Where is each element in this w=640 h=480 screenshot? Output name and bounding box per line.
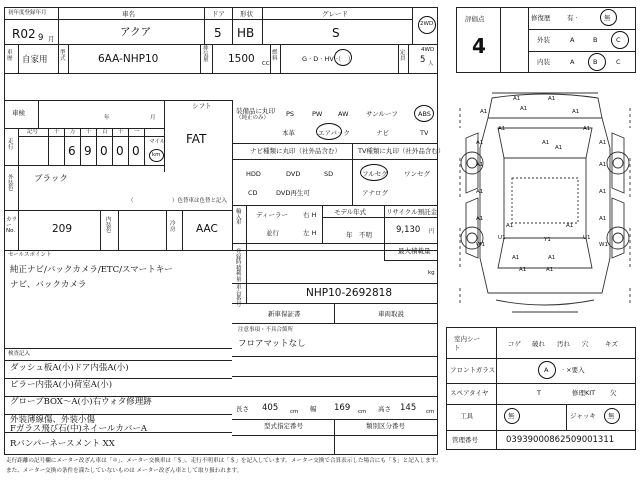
equip-sunroof: サンルーフ	[366, 110, 398, 118]
navi-title: ナビ種類に丸印（社外品含む）	[250, 147, 341, 155]
score-label: 評価点	[465, 15, 485, 23]
ac-label: 冷房	[170, 221, 176, 233]
import-dealer: ディーラー	[256, 211, 288, 219]
disp-label: 排気量	[203, 46, 209, 63]
tools-value: 無	[508, 412, 515, 420]
inspect-month: 月	[150, 115, 156, 121]
equip-sub: （純正のみ）	[236, 115, 270, 121]
drive-2wd: 2WD	[420, 21, 434, 27]
sales-line1: 純正ナビ/バックカメラ/ETC/スマートキー	[10, 265, 173, 275]
dmg-9: A1	[599, 140, 607, 146]
grade: S	[332, 26, 340, 40]
grade-label: グレード	[322, 10, 348, 18]
int-label: 内装	[537, 58, 550, 66]
import-label: 輸入車	[236, 209, 242, 226]
dmg-5: A1	[498, 126, 506, 132]
inspection-line-0: ダッシュ板A(小)ドア内張A(小)	[10, 363, 129, 373]
equip-ps: PS	[286, 110, 295, 118]
dmg-4: A1	[572, 109, 580, 115]
equip-tv: TV	[420, 129, 429, 137]
spare-label: スペアタイヤ	[450, 389, 489, 397]
mileage-digit-2: 0	[100, 144, 108, 158]
width-value: 169	[334, 403, 351, 413]
equip-aw: AW	[338, 110, 349, 118]
ext-label: 外装	[537, 36, 550, 44]
inspection-line-1: ピラー内張A(小)荷室A(小)	[10, 380, 113, 390]
repair-label: 修復歴	[531, 14, 551, 22]
equip-airbag: エアバック	[318, 129, 350, 137]
color-value: ブラック	[34, 174, 68, 184]
tv-title: TV種類に丸印（社外品含む）	[358, 147, 445, 155]
inspection-label: 検査記入	[8, 351, 31, 357]
dmg-3: A1	[520, 106, 528, 112]
car-name: アクア	[120, 26, 152, 38]
ext-a: A	[570, 36, 575, 44]
glass-value: A	[544, 366, 549, 374]
shift-value: FAT	[186, 132, 207, 146]
body-type: HB	[237, 26, 255, 40]
length-value: 405	[262, 403, 279, 413]
doc-warranty: 新車保証書	[268, 310, 301, 318]
spare-t: T	[537, 389, 541, 397]
mgmt-value: 03939000862509001311	[506, 435, 615, 445]
tv-analog: アナログ	[362, 189, 388, 197]
chassis-value: NHP10-2692818	[306, 287, 392, 299]
interior-seat-label: 室内シート	[454, 335, 480, 353]
disp-unit: CC	[262, 61, 270, 67]
doc-manual: 車両取説	[378, 310, 404, 318]
recycle-label: リサイクル預託金	[386, 208, 438, 216]
recycle-value: 9,130	[396, 225, 421, 235]
car-damage-diagram	[452, 88, 638, 318]
shift-label: シフト	[192, 102, 212, 110]
dmg-23: A1	[548, 255, 556, 261]
repair-none: 無	[604, 14, 611, 22]
dmg-22: A1	[512, 255, 520, 261]
sales-label: セールスポイント	[8, 252, 52, 258]
mileage-digit-1: 9	[84, 144, 92, 158]
mileage-digit-3: 0	[116, 144, 124, 158]
reg-year: R02	[12, 27, 36, 41]
dmg-13: A1	[476, 189, 484, 195]
use-label: 車歴	[7, 50, 13, 62]
seat-hole: 穴	[582, 340, 589, 348]
dmg-20: W1	[599, 242, 608, 248]
reg-month-unit: 月	[48, 35, 55, 43]
fuel-hv-circle	[334, 49, 352, 66]
jack-value: 無	[608, 412, 615, 420]
height-unit: cm	[426, 409, 435, 415]
mileage-unit-2: 万	[70, 129, 76, 135]
height-value: 145	[400, 403, 417, 413]
interior-color-label: 内装色	[106, 217, 112, 234]
mileage-unit-1: 十	[54, 129, 60, 135]
int-c: C	[616, 58, 621, 66]
length-label: 長さ	[236, 405, 249, 413]
spare-kit: 修理KIT	[572, 389, 596, 397]
dmg-16: A1	[599, 216, 607, 222]
inspect-year: 年	[104, 115, 110, 121]
dmg-11: A1	[476, 162, 484, 168]
footer-line1: 走行距離の記号欄にメーター改ざん車は「＊」、メーター交換車は「＄」、走行不明車は「＄」を記入しています。メーター交換で合算表示した場合にも「＄」と記入します。	[6, 458, 442, 464]
dmg-14: A1	[599, 189, 607, 195]
mgmt-label: 管理番号	[452, 436, 478, 444]
colorno-label: カラーNo.	[6, 217, 18, 234]
inspection-line-5: Rバンパーネースメント XX	[10, 439, 115, 449]
dmg-6: A1	[583, 126, 591, 132]
length-unit: cm	[290, 409, 299, 415]
seat-burn: コゲ	[508, 340, 521, 348]
fuel-label: 燃料	[272, 50, 278, 62]
import-handle-r: 右 H	[303, 211, 317, 219]
mileage-unit-0: 記号	[27, 129, 39, 135]
load-label: 登録時積載量	[236, 249, 242, 283]
seat-dirt: 汚れ	[557, 340, 570, 348]
door-label: ドア	[212, 10, 225, 18]
chassis-label: 車台番号	[236, 285, 242, 308]
notes-value: フロアマットなし	[238, 339, 306, 349]
ext-b: B	[593, 36, 598, 44]
cap-value: 5	[420, 55, 426, 65]
mileage-digit-0: 6	[68, 144, 76, 158]
body-label: 形状	[240, 10, 253, 18]
cap-label: 定員	[400, 50, 406, 62]
score-value: 4	[472, 34, 486, 58]
jack-label: ジャッキ	[570, 412, 596, 420]
mileage-digit-4: 0	[132, 144, 140, 158]
dmg-8: A1	[476, 140, 484, 146]
type-designation-label: 型式指定番号	[264, 422, 303, 430]
mileage-unit-6: 一	[134, 129, 140, 135]
load-max-label: 最大積載量	[398, 247, 431, 255]
dmg-15: A1	[476, 216, 484, 222]
ext-c: C	[616, 36, 621, 44]
width-label: 幅	[310, 405, 317, 413]
reg-month: 9	[38, 33, 44, 43]
dmg-25: A1	[546, 267, 554, 273]
dmg-0: A1	[513, 96, 521, 102]
navi-hdd: HDD	[246, 170, 261, 178]
tv-fullseg: フルセグ	[362, 170, 388, 178]
height-label: 高さ	[378, 405, 391, 413]
glass-label: フロントガラス	[450, 366, 496, 374]
model-label: 型式	[60, 50, 66, 62]
colorno-value: 209	[52, 223, 73, 235]
repair-value: 有 ·	[567, 14, 578, 22]
drive-4wd: 4WD	[421, 47, 435, 53]
navi-sd: SD	[324, 170, 334, 178]
class-designation-label: 類別区分番号	[366, 422, 405, 430]
equip-abs: ABS	[418, 110, 431, 118]
dmg-27: A1	[566, 223, 574, 229]
inspection-line-4: Fガラス飛び石(中)ネイールカバーA	[10, 424, 148, 434]
int-a: A	[570, 58, 575, 66]
dmg-10: A1	[555, 145, 563, 151]
tv-oneseg: ワンセグ	[404, 170, 430, 178]
model-year-label: モデル年式	[334, 208, 367, 216]
width-unit: cm	[358, 409, 367, 415]
mileage-unit-4: 百	[102, 129, 108, 135]
ac-value: AAC	[196, 223, 218, 235]
equip-navi: ナビ	[376, 129, 389, 137]
mileage-label: 走行	[8, 139, 14, 151]
dmg-12: A1	[599, 162, 607, 168]
dmg-2: A1	[480, 109, 488, 115]
equip-leather: 本革	[282, 129, 295, 137]
import-parallel: 並行	[266, 229, 279, 237]
tools-label: 工具	[460, 412, 473, 420]
recycle-unit: 円	[429, 229, 435, 235]
model-year: 年 不明	[346, 231, 372, 239]
spare-missing: 欠	[610, 389, 617, 397]
equip-pw: PW	[312, 110, 323, 118]
color-label: 外装色	[8, 175, 14, 192]
dmg-18: U1	[583, 235, 591, 241]
footer-line2: また、メーター交換の条件を満たしていないものは メーター改ざん車として取り扱われます。	[6, 468, 243, 474]
use-value: 自家用	[22, 55, 48, 65]
sales-line2: ナビ、バックカメラ	[10, 280, 87, 290]
dmg-19: W1	[476, 242, 485, 248]
equip-title: 装備品に丸印	[236, 107, 275, 115]
inspection-line-3: 外装薄線傷、外装小傷	[10, 415, 96, 425]
glass-note: · ×要入	[562, 366, 585, 374]
seat-tear: 破れ	[532, 340, 545, 348]
mileage-unit-3: 千	[86, 129, 92, 135]
mileage-unit-km: km	[152, 152, 161, 158]
import-handle-l: 左 H	[303, 229, 317, 237]
disp-value: 1500	[228, 53, 255, 65]
dmg-26: A1	[506, 223, 514, 229]
inspection-line-2: グローブBOX～A(小)右ウォタ修理跡	[10, 397, 152, 407]
mileage-unit-5: 十	[118, 129, 124, 135]
dmg-21: Y1	[544, 237, 551, 243]
dmg-1: A1	[548, 96, 556, 102]
navi-dvdplay: DVD再生可	[276, 189, 310, 197]
car-name-label: 車名	[122, 10, 135, 18]
mileage-unit-mile: マイル	[149, 139, 166, 145]
navi-dvd: DVD	[286, 170, 301, 178]
fuel-value: G · D · HV ·（ ）	[302, 55, 355, 63]
doors: 5	[214, 26, 222, 40]
dmg-7: A1	[542, 140, 550, 146]
navi-cd: CD	[248, 189, 258, 197]
dmg-17: U1	[498, 235, 506, 241]
color-note: （ ）色替車は色替と記入	[128, 198, 228, 204]
notes-label: 注意事項・不具合箇所	[238, 327, 294, 333]
dmg-24: A1	[519, 267, 527, 273]
model-value: 6AA-NHP10	[98, 53, 159, 65]
seat-scratch: キズ	[605, 340, 618, 348]
inspect-label: 車検	[12, 109, 25, 117]
int-b: B	[593, 58, 598, 66]
reg-date-label: 初年度登録年月	[8, 10, 47, 16]
load-unit: kg	[428, 270, 435, 276]
cap-unit: 人	[428, 61, 434, 67]
